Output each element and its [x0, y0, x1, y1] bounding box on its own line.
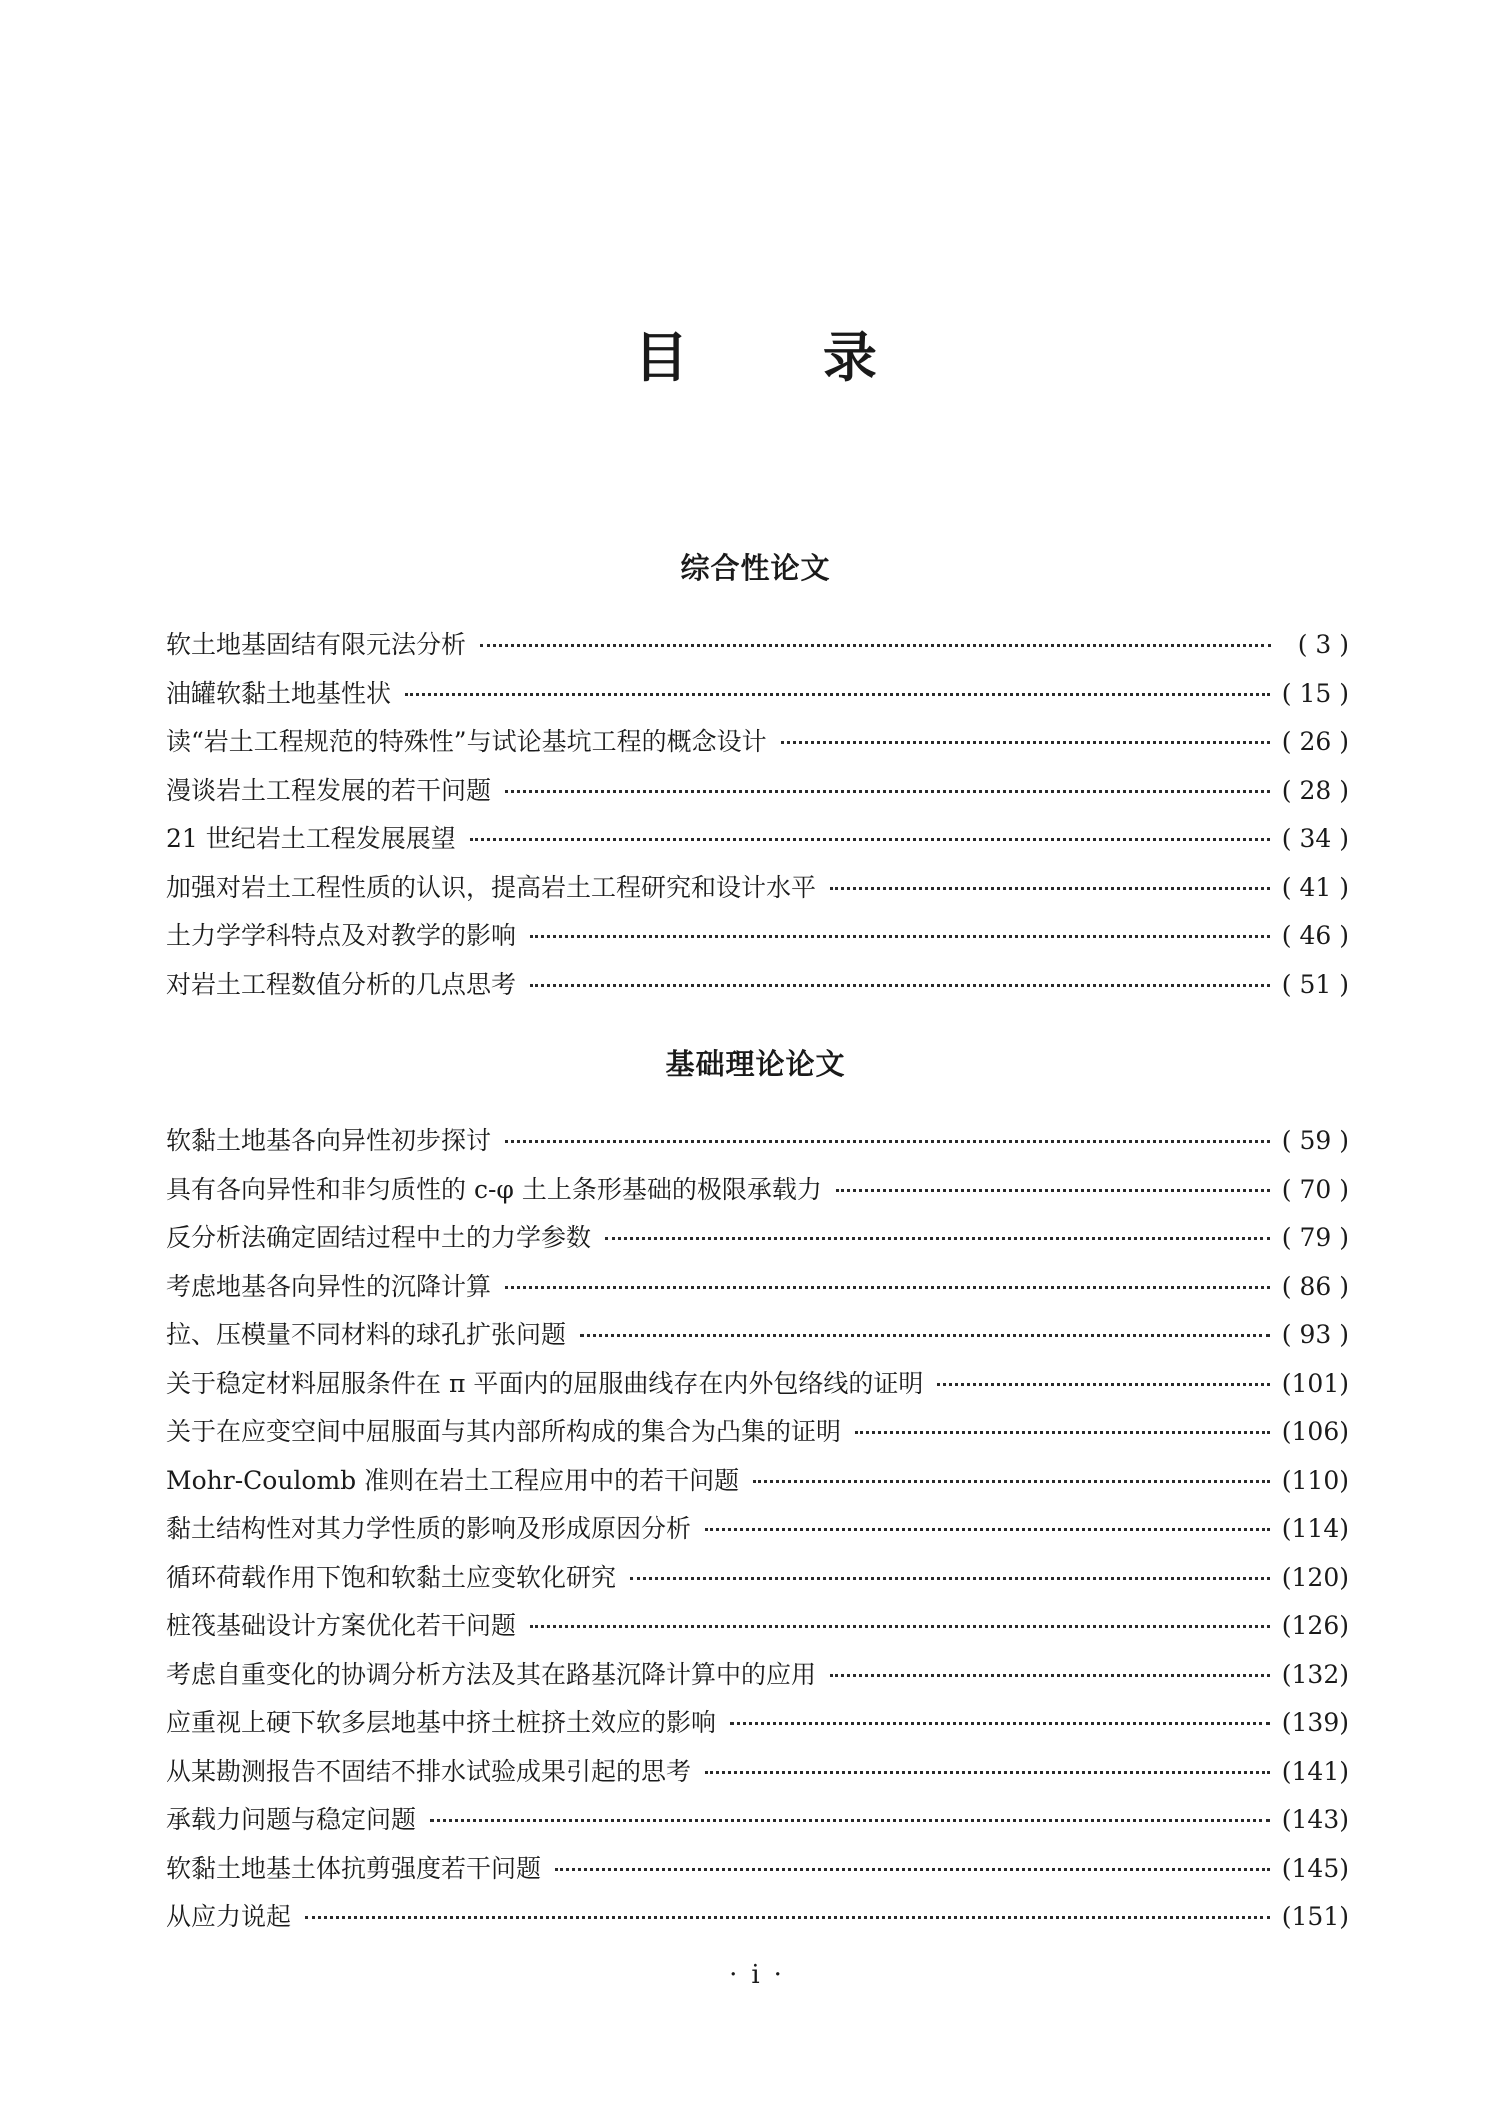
toc-entry-page: (139) — [1281, 1708, 1349, 1737]
toc-entry[interactable] — [166, 1360, 1349, 1409]
toc-entry-title: 循环荷载作用下饱和软黏土应变软化研究 — [166, 1562, 617, 1592]
toc-entry-title: 读“岩土工程规范的特殊性”与试论基坑工程的概念设计 — [166, 727, 767, 756]
toc-entry-title: 反分析法确定固结过程中土的力学参数 — [166, 1223, 592, 1252]
toc-entry-page: ( 15 ) — [1281, 678, 1349, 708]
toc-entry[interactable] — [166, 1166, 1349, 1215]
toc-entry-page: ( 93 ) — [1281, 1320, 1349, 1349]
toc-entry-title: 黏土结构性对其力学性质的影响及形成原因分析 — [166, 1514, 692, 1543]
toc-entry-page: ( 46 ) — [1281, 921, 1349, 950]
dot-leader — [580, 1334, 1270, 1337]
toc-entry[interactable] — [166, 1651, 1349, 1700]
toc-entry-title: 软黏土地基土体抗剪强度若干问题 — [166, 1853, 542, 1883]
toc-entry-title: 加强对岩土工程性质的认识，提高岩土工程研究和设计水平 — [166, 872, 817, 902]
dot-leader — [836, 1189, 1270, 1192]
toc-entry-page: (151) — [1281, 1902, 1349, 1931]
toc-entry-title: 软土地基固结有限元法分析 — [166, 630, 467, 659]
toc-entry-title: 漫谈岩土工程发展的若干问题 — [166, 775, 492, 805]
toc-entry-title: Mohr-Coulomb 准则在岩土工程应用中的若干问题 — [166, 1465, 740, 1495]
toc-entry[interactable] — [166, 1505, 1349, 1554]
toc-entry[interactable] — [166, 1893, 1349, 1942]
toc-entry-title: 21 世纪岩土工程发展展望 — [166, 824, 456, 853]
toc-entry[interactable] — [166, 1214, 1349, 1263]
toc-entry-page: (143) — [1281, 1805, 1349, 1834]
toc-entry-title: 从应力说起 — [166, 1902, 292, 1931]
toc-entry[interactable] — [166, 1408, 1349, 1457]
toc-entry-title: 油罐软黏土地基性状 — [166, 678, 392, 708]
dot-leader — [830, 887, 1270, 890]
toc-entry[interactable] — [166, 1457, 1349, 1506]
dot-leader — [705, 1771, 1270, 1774]
toc-entry-title: 承载力问题与稳定问题 — [166, 1805, 417, 1834]
toc-entry[interactable] — [166, 621, 1349, 670]
toc-entry[interactable] — [166, 670, 1349, 719]
page-title: 目 录 — [634, 325, 935, 389]
footer-right-dot: · — [773, 1960, 782, 1990]
toc-entry-page: ( 41 ) — [1281, 872, 1349, 902]
section-heading-basic-theory: 基础理论论文 — [665, 1047, 846, 1081]
toc-entry-title: 考虑地基各向异性的沉降计算 — [166, 1271, 492, 1301]
toc-entry[interactable] — [166, 1554, 1349, 1603]
dot-leader — [505, 1286, 1270, 1289]
toc-entry-page: ( 3 ) — [1297, 630, 1349, 659]
toc-entry-title: 考虑自重变化的协调分析方法及其在路基沉降计算中的应用 — [166, 1659, 817, 1689]
toc-entry-page: ( 70 ) — [1281, 1174, 1349, 1204]
toc-entry[interactable] — [166, 961, 1349, 1010]
toc-entry[interactable] — [166, 1796, 1349, 1845]
section-heading-comprehensive: 综合性论文 — [680, 551, 831, 585]
toc-entry-page: (101) — [1281, 1368, 1349, 1398]
dot-leader — [405, 693, 1270, 696]
toc-entry[interactable] — [166, 1263, 1349, 1312]
toc-entry-page: ( 26 ) — [1281, 727, 1349, 756]
toc-entry-page: (141) — [1281, 1756, 1349, 1786]
dot-leader — [605, 1237, 1270, 1240]
toc-entry-page: ( 79 ) — [1281, 1223, 1349, 1252]
toc-entry-title: 从某勘测报告不固结不排水试验成果引起的思考 — [166, 1756, 692, 1786]
dot-leader — [630, 1577, 1270, 1580]
dot-leader — [705, 1528, 1270, 1531]
dot-leader — [781, 741, 1270, 744]
toc-list-basic-theory — [166, 1117, 1349, 1942]
dot-leader — [855, 1431, 1270, 1434]
toc-entry-page: (132) — [1281, 1659, 1349, 1689]
toc-entry-page: ( 51 ) — [1281, 969, 1349, 999]
dot-leader — [730, 1722, 1270, 1725]
toc-entry[interactable] — [166, 912, 1349, 961]
toc-entry-page: (110) — [1281, 1465, 1349, 1495]
toc-entry[interactable] — [166, 1748, 1349, 1797]
dot-leader — [555, 1868, 1270, 1871]
toc-entry-title: 土力学学科特点及对教学的影响 — [166, 921, 517, 950]
toc-entry[interactable] — [166, 864, 1349, 913]
toc-entry-title: 应重视上硬下软多层地基中挤土桩挤土效应的影响 — [166, 1708, 717, 1737]
toc-entry-page: ( 28 ) — [1281, 775, 1349, 805]
toc-entry-title: 关于稳定材料屈服条件在 π 平面内的屈服曲线存在内外包络线的证明 — [166, 1368, 924, 1398]
dot-leader — [505, 1140, 1270, 1143]
toc-entry[interactable] — [166, 1311, 1349, 1360]
toc-list-comprehensive — [166, 621, 1349, 1009]
toc-entry-title: 关于在应变空间中屈服面与其内部所构成的集合为凸集的证明 — [166, 1417, 842, 1446]
toc-entry-title: 对岩土工程数值分析的几点思考 — [166, 969, 517, 999]
toc-entry-page: ( 86 ) — [1281, 1271, 1349, 1301]
dot-leader — [530, 984, 1270, 987]
toc-entry-page: ( 59 ) — [1281, 1126, 1349, 1155]
dot-leader — [480, 644, 1271, 647]
toc-entry[interactable] — [166, 718, 1349, 767]
toc-entry-title: 软黏土地基各向异性初步探讨 — [166, 1126, 492, 1155]
dot-leader — [470, 838, 1270, 841]
dot-leader — [830, 1674, 1270, 1677]
footer-left-dot: · — [729, 1960, 738, 1990]
toc-entry-page: (145) — [1281, 1853, 1349, 1883]
toc-entry-title: 拉、压模量不同材料的球孔扩张问题 — [166, 1320, 567, 1349]
toc-entry[interactable] — [166, 1699, 1349, 1748]
toc-entry[interactable] — [166, 1845, 1349, 1894]
dot-leader — [430, 1819, 1270, 1822]
toc-entry[interactable] — [166, 1117, 1349, 1166]
toc-entry-page: ( 34 ) — [1281, 824, 1349, 853]
dot-leader — [505, 790, 1270, 793]
dot-leader — [530, 1625, 1270, 1628]
toc-entry[interactable] — [166, 767, 1349, 816]
toc-entry-page: (114) — [1281, 1514, 1349, 1543]
toc-entry-title: 桩筏基础设计方案优化若干问题 — [166, 1611, 517, 1640]
toc-entry[interactable] — [166, 815, 1349, 864]
dot-leader — [530, 935, 1270, 938]
toc-entry-title: 具有各向异性和非匀质性的 c-φ 土上条形基础的极限承载力 — [166, 1174, 822, 1204]
dot-leader — [753, 1480, 1270, 1483]
dot-leader — [305, 1916, 1270, 1919]
toc-entry-page: (106) — [1281, 1417, 1349, 1446]
footer-page-number: ⅰ — [751, 1960, 760, 1990]
toc-entry-page: (126) — [1281, 1611, 1349, 1640]
toc-entry[interactable] — [166, 1602, 1349, 1651]
page-footer — [0, 1955, 1511, 1995]
dot-leader — [937, 1383, 1269, 1386]
toc-entry-page: (120) — [1281, 1562, 1349, 1592]
